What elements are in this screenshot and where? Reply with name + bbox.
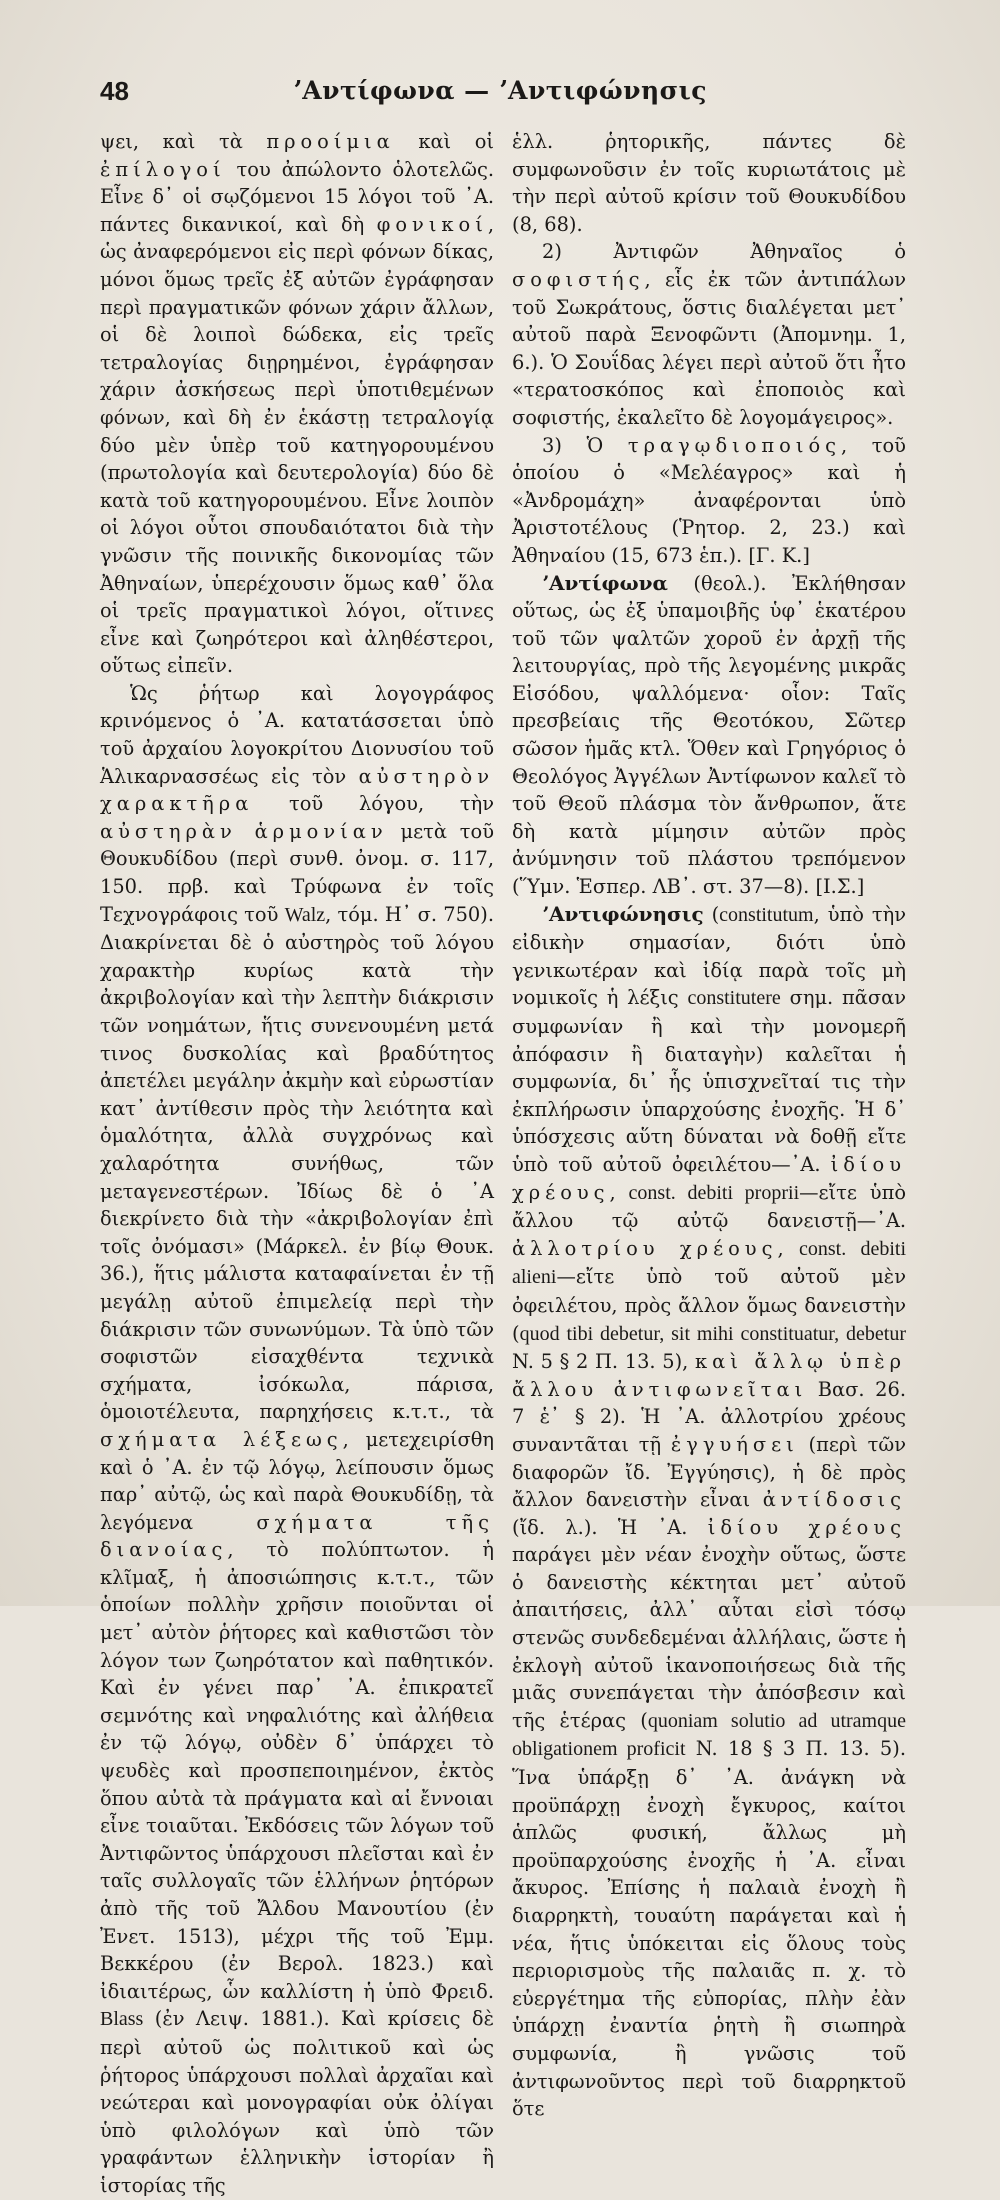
right-paragraph-3: 3) Ὁ τραγῳδιοποιός, τοῦ ὁποίου ὁ «Μελέαγρος» καὶ ἡ «Ἀνδρομάχη» ἀναφέρονται ὑπὸ Ἀριστοτέλους (Ῥητορ. 2, 23.) καὶ Ἀθηναίου (15, 673 ἑπ.). [Γ. Κ.] [512, 433, 906, 567]
page-number: 48 [100, 76, 129, 106]
right-paragraph-2: 2) Ἀντιφῶν Ἀθηναῖος ὁ σοφιστής, εἷς ἐκ τῶν ἀντιπάλων τοῦ Σωκράτους, ὅστις διαλέγεται μετ᾽ αὐτοῦ παρὰ Ξενοφῶντι (Ἀπομνημ. 1, 6.). Ὁ Σουΐδας λέγει περὶ αὐτοῦ ὅτι ἦτο «τερατοσκόπος καὶ ἐποποιὸς καὶ σοφιστής, ἐκαλεῖτο δὲ λογομάγειρος». [512, 240, 906, 429]
right-paragraph-1: ἑλλ. ῥητορικῆς, πάντες δὲ συμφωνοῦσιν ἐν τοῖς κυριωτάτοις μὲ τὴν περὶ αὐτοῦ κρίσιν τοῦ Θουκυδίδου (8, 68). [512, 130, 906, 236]
left-paragraph-1: ψει, καὶ τὰ προοίμια καὶ οἱ ἐπίλογοί του ἀπώλοντο ὁλοτελῶς. Εἶνε δ᾽ οἱ σῳζόμενοι 15 λόγοι τοῦ ᾽Α. πάντες δικανικοί, καὶ δὴ φονικοί, ὡς ἀναφερόμενοι εἰς περὶ φόνων δίκας, μόνοι ὅμως τρεῖς ἐξ αὐτῶν ἐγράφησαν περὶ πραγματικῶν φόνων χάριν ἄλλων, οἱ δὲ λοιποὶ δώδεκα, εἰς τρεῖς τετραλογίας διῃρημένοι, ἐγράφησαν χάριν ἀσκήσεως περὶ ὑποτιθεμένων φόνων, καὶ δὴ ἐν ἑκάστῃ τετραλογίᾳ δύο μὲν ὑπὲρ τοῦ κατηγορουμένου (πρωτολογία καὶ δευτερολογία) δύο δὲ κατὰ τοῦ κατηγορουμένου. Εἶνε λοιπὸν οἱ λόγοι οὗτοι σπουδαιότατοι διὰ τὴν γνῶσιν τῆς ποινικῆς δικονομίας τῶν Ἀθηναίων, ὑπερέχουσιν ὅμως καθ᾽ ὅλα οἱ τρεῖς πραγματικοὶ λόγοι, οἵτινες εἶνε καὶ ζωηρότεροι καὶ ἀληθέστεροι, οὕτως εἰπεῖν. [100, 130, 494, 678]
entry-heading: ʼΑντίφωνα [542, 570, 668, 595]
entry-antifona: ʼΑντίφωνα (θεολ.). Ἐκλήθησαν οὕτως, ὡς ἐξ ὑπαμοιβῆς ὑφ᾽ ἑκατέρου τοῦ τῶν ψαλτῶν χοροῦ ἐν ἀρχῇ τῆς λειτουργίας, πρὸ τῆς λεγομένης μικρᾶς Εἰσόδου, ψαλλόμενα· οἷον: Ταῖς πρεσβείαις τῆς Θεοτόκου, Σῶτερ σῶσον ἡμᾶς κτλ. Ὅθεν καὶ Γρηγόριος ὁ Θεολόγος Ἀγγέλων Ἀντίφωνον καλεῖ τὸ τοῦ Θεοῦ πλάσμα τὸν ἄνθρωπον, ἅτε δὴ κατὰ μίμησιν αὐτῶν πρὸς ἀνύμνησιν τοῦ πλάστου τρεπόμενον (Ὕμν. Ἑσπερ. ΛΒ᾽. στ. 37—8). [Ι.Σ.] [512, 570, 906, 899]
left-paragraph-2: Ὡς ῥήτωρ καὶ λογογράφος κρινόμενος ὁ ᾽Α. κατατάσσεται ὑπὸ τοῦ ἀρχαίου λογοκρίτου Διονυσίου τοῦ Ἁλικαρνασσέως εἰς τὸν αὐστηρὸν χαρακτῆρα τοῦ λόγου, τὴν αὐστηρὰν ἁρμονίαν μετὰ τοῦ Θουκυδίδου (περὶ συνθ. ὀνομ. σ. 117, 150. πρβ. καὶ Τρύφωνα ἐν τοῖς Τεχνογράφοις τοῦ Walz, τόμ. Η᾽ σ. 750). Διακρίνεται δὲ ὁ αὐστηρὸς τοῦ λόγου χαρακτὴρ κυρίως κατὰ τὴν ἀκριβολογίαν καὶ τὴν λεπτὴν διάκρισιν τῶν νοημάτων, ἥτις συνενουμένη μετά τινος δυσκολίας καὶ βραδύτητος ἀπετέλει μεγάλην ἀκμὴν καὶ εὐρωστίαν κατ᾽ ἀντίθεσιν πρὸς τὴν λειότητα καὶ ὁμαλότητα, ἀλλὰ συγχρόνως καὶ χαλαρότητα συνήθως, τῶν μεταγενεστέρων. Ἰδίως δὲ ὁ ᾽Α διεκρίνετο διὰ τὴν «ἀκριβολογίαν ἐπὶ τοῖς ὀνόμασι» (Μάρκελ. ἐν βίῳ Θουκ. 36.), ἥτις μάλιστα καταφαίνεται ἐν τῇ μεγάλῃ αὐτοῦ ἐπιμελείᾳ περὶ τὴν διάκρισιν τῶν συνωνύμων. Τὰ ὑπὸ τῶν σοφιστῶν εἰσαχθέντα τεχνικὰ σχήματα, ἰσόκωλα, πάρισα, ὁμοιοτέλευτα, παρηχήσεις κ.τ.τ., τὰ σχήματα λέξεως, μετεχειρίσθη καὶ ὁ ᾽Α. ἐν τῷ λόγῳ, λείπουσιν ὅμως παρ᾽ αὐτῷ, ὡς καὶ παρὰ Θουκυδίδῃ, τὰ λεγόμενα σχήματα τῆς διανοίας, τὸ πολύπτωτον. ἡ κλῖμαξ, ἡ ἀποσιώπησις κ.τ.τ., τῶν ὁποίων πολλὴν χρῆσιν ποιοῦνται οἱ μετ᾽ αὐτὸν ῥήτορες καὶ καθιστῶσι τὸν λόγον των ζωηρότατον καὶ παθητικόν. Καὶ ἐν γένει παρ᾽ ᾽Α. ἐπικρατεῖ σεμνότης καὶ νηφαλιότης καὶ ἀλήθεια ἐν τῷ λόγῳ, οὐδὲν δ᾽ ὑπάρχει τὸ ψευδὲς καὶ προσπεποιημένον, ἐκτὸς ὅπου αὐτὰ τὰ πράγματα καὶ αἱ ἔννοιαι εἶνε τοιαῦται. Ἐκδόσεις τῶν λόγων τοῦ Ἀντιφῶντος ὑπάρχουσι πλεῖσται καὶ ἐν ταῖς συλλογαῖς τῶν ἑλλήνων ῥητόρων ἀπὸ τῆς τοῦ Ἄλδου Μανουτίου (ἐν Ἐνετ. 1513), μέχρι τῆς τοῦ Ἐμμ. Βεκκέρου (ἐν Βερολ. 1823.) καὶ ἰδιαιτέρως, ὧν καλλίστη ἡ ὑπὸ Φρειδ. Blass (ἐν Λειψ. 1881.). Καὶ κρίσεις δὲ περὶ αὐτοῦ ὡς πολιτικοῦ καὶ ὡς ῥήτορος ὑπάρχουσι πολλαὶ ἀρχαῖαι καὶ νεώτεραι καὶ μονογραφίαι οὐκ ὀλίγαι ὑπὸ φιλολόγων καὶ ὑπὸ τῶν γραφάντων ἑλληνικὴν ἱστορίαν ἢ ἱστορίας τῆς [100, 681, 494, 2197]
entry-antifonisis: ʼΑντιφώνησις (constitutum, ὑπὸ τὴν εἰδικὴν σημασίαν, διότι ὑπὸ γενικωτέραν καὶ ἰδίᾳ παρὰ τοῖς μὴ νομικοῖς ἡ λέξις constitutere σημ. πᾶσαν συμφωνίαν ἢ καὶ τὴν μονομερῆ ἀπόφασιν ἢ διαταγὴν) καλεῖται ἡ συμφωνία, δι᾽ ἧς ὑπισχνεῖταί τις τὴν ἐκπλήρωσιν ὑπαρχούσης ἐνοχῆς. Ἡ δ᾽ ὑπόσχεσις αὕτη δύναται νὰ δοθῇ εἴτε ὑπὸ τοῦ αὐτοῦ ὀφειλέτου—᾽Α. ἰδίου χρέους, const. debiti proprii—εἴτε ὑπὸ ἄλλου τῷ αὐτῷ δανειστῇ—᾽Α. ἀλλοτρίου χρέους, const. debiti alieni—εἴτε ὑπὸ τοῦ αὐτοῦ μὲν ὀφειλέτου, πρὸς ἄλλον ὅμως δανειστὴν (quod tibi debetur, sit mihi constituatur, debetur N. 5 § 2 Π. 13. 5), καὶ ἄλλῳ ὑπὲρ ἄλλου ἀντιφωνεῖται Βασ. 26. 7 ἑ᾽ § 2). Ἡ ᾽Α. ἀλλοτρίου χρέους συναντᾶται τῇ ἐγγυήσει (περὶ τῶν διαφορῶν ἴδ. Ἐγγύησις), ἡ δὲ πρὸς ἄλλον δανειστὴν εἶναι ἀντίδοσις (ἴδ. λ.). Ἡ ᾽Α. ἰδίου χρέους παράγει μὲν νέαν ἐνοχὴν οὕτως, ὥστε ὁ δανειστὴς κέκτηται μετ᾽ αὐτοῦ ἀπαιτήσεις, ἀλλ᾽ αὗται εἰσὶ τόσῳ στενῶς συνδεδεμέναι ἀλλήλαις, ὥστε ἡ ἐκλογὴ αὐτοῦ ἱκανοποιήσεως διὰ τῆς μιᾶς συνεπάγεται τὴν ἀπόσβεσιν καὶ τῆς ἑτέρας (quoniam solutio ad utramque obligationem proficit N. 18 § 3 Π. 13. 5). Ἵνα ὑπάρξῃ δ᾽ ᾽Α. ἀνάγκη νὰ προϋπάρχῃ ἐνοχὴ ἔγκυρος, καίτοι ἁπλῶς φυσική, ἄλλως μὴ προϋπαρχούσης ἐνοχῆς ἡ ᾽Α. εἶναι ἄκυρος. Ἐπίσης ἡ παλαιὰ ἐνοχὴ ἢ διαρρηκτὴ, τουαύτη παράγεται καὶ ἡ νέα, ἥτις ὑπόκειται εἰς ὅλους τοὺς περιορισμοὺς τῆς παλαιᾶς π. χ. τὸ εὐεργέτημα τῆς εὐπορίας, πλὴν ἐὰν ὑπάρχῃ ἐναντία ῥητὴ ἢ σιωπηρὰ συμφωνία, ἢ γνῶσις τοῦ ἀντιφωνοῦντος περὶ τοῦ διαρρηκτοῦ ὅτε [512, 901, 907, 2121]
page-header [100, 76, 730, 116]
left-column [100, 128, 494, 2200]
running-head: ʼΑντίφωνα — ʼΑντιφώνησις [293, 76, 707, 105]
right-column [512, 128, 906, 2123]
entry-heading: ʼΑντιφώνησις [542, 901, 704, 926]
